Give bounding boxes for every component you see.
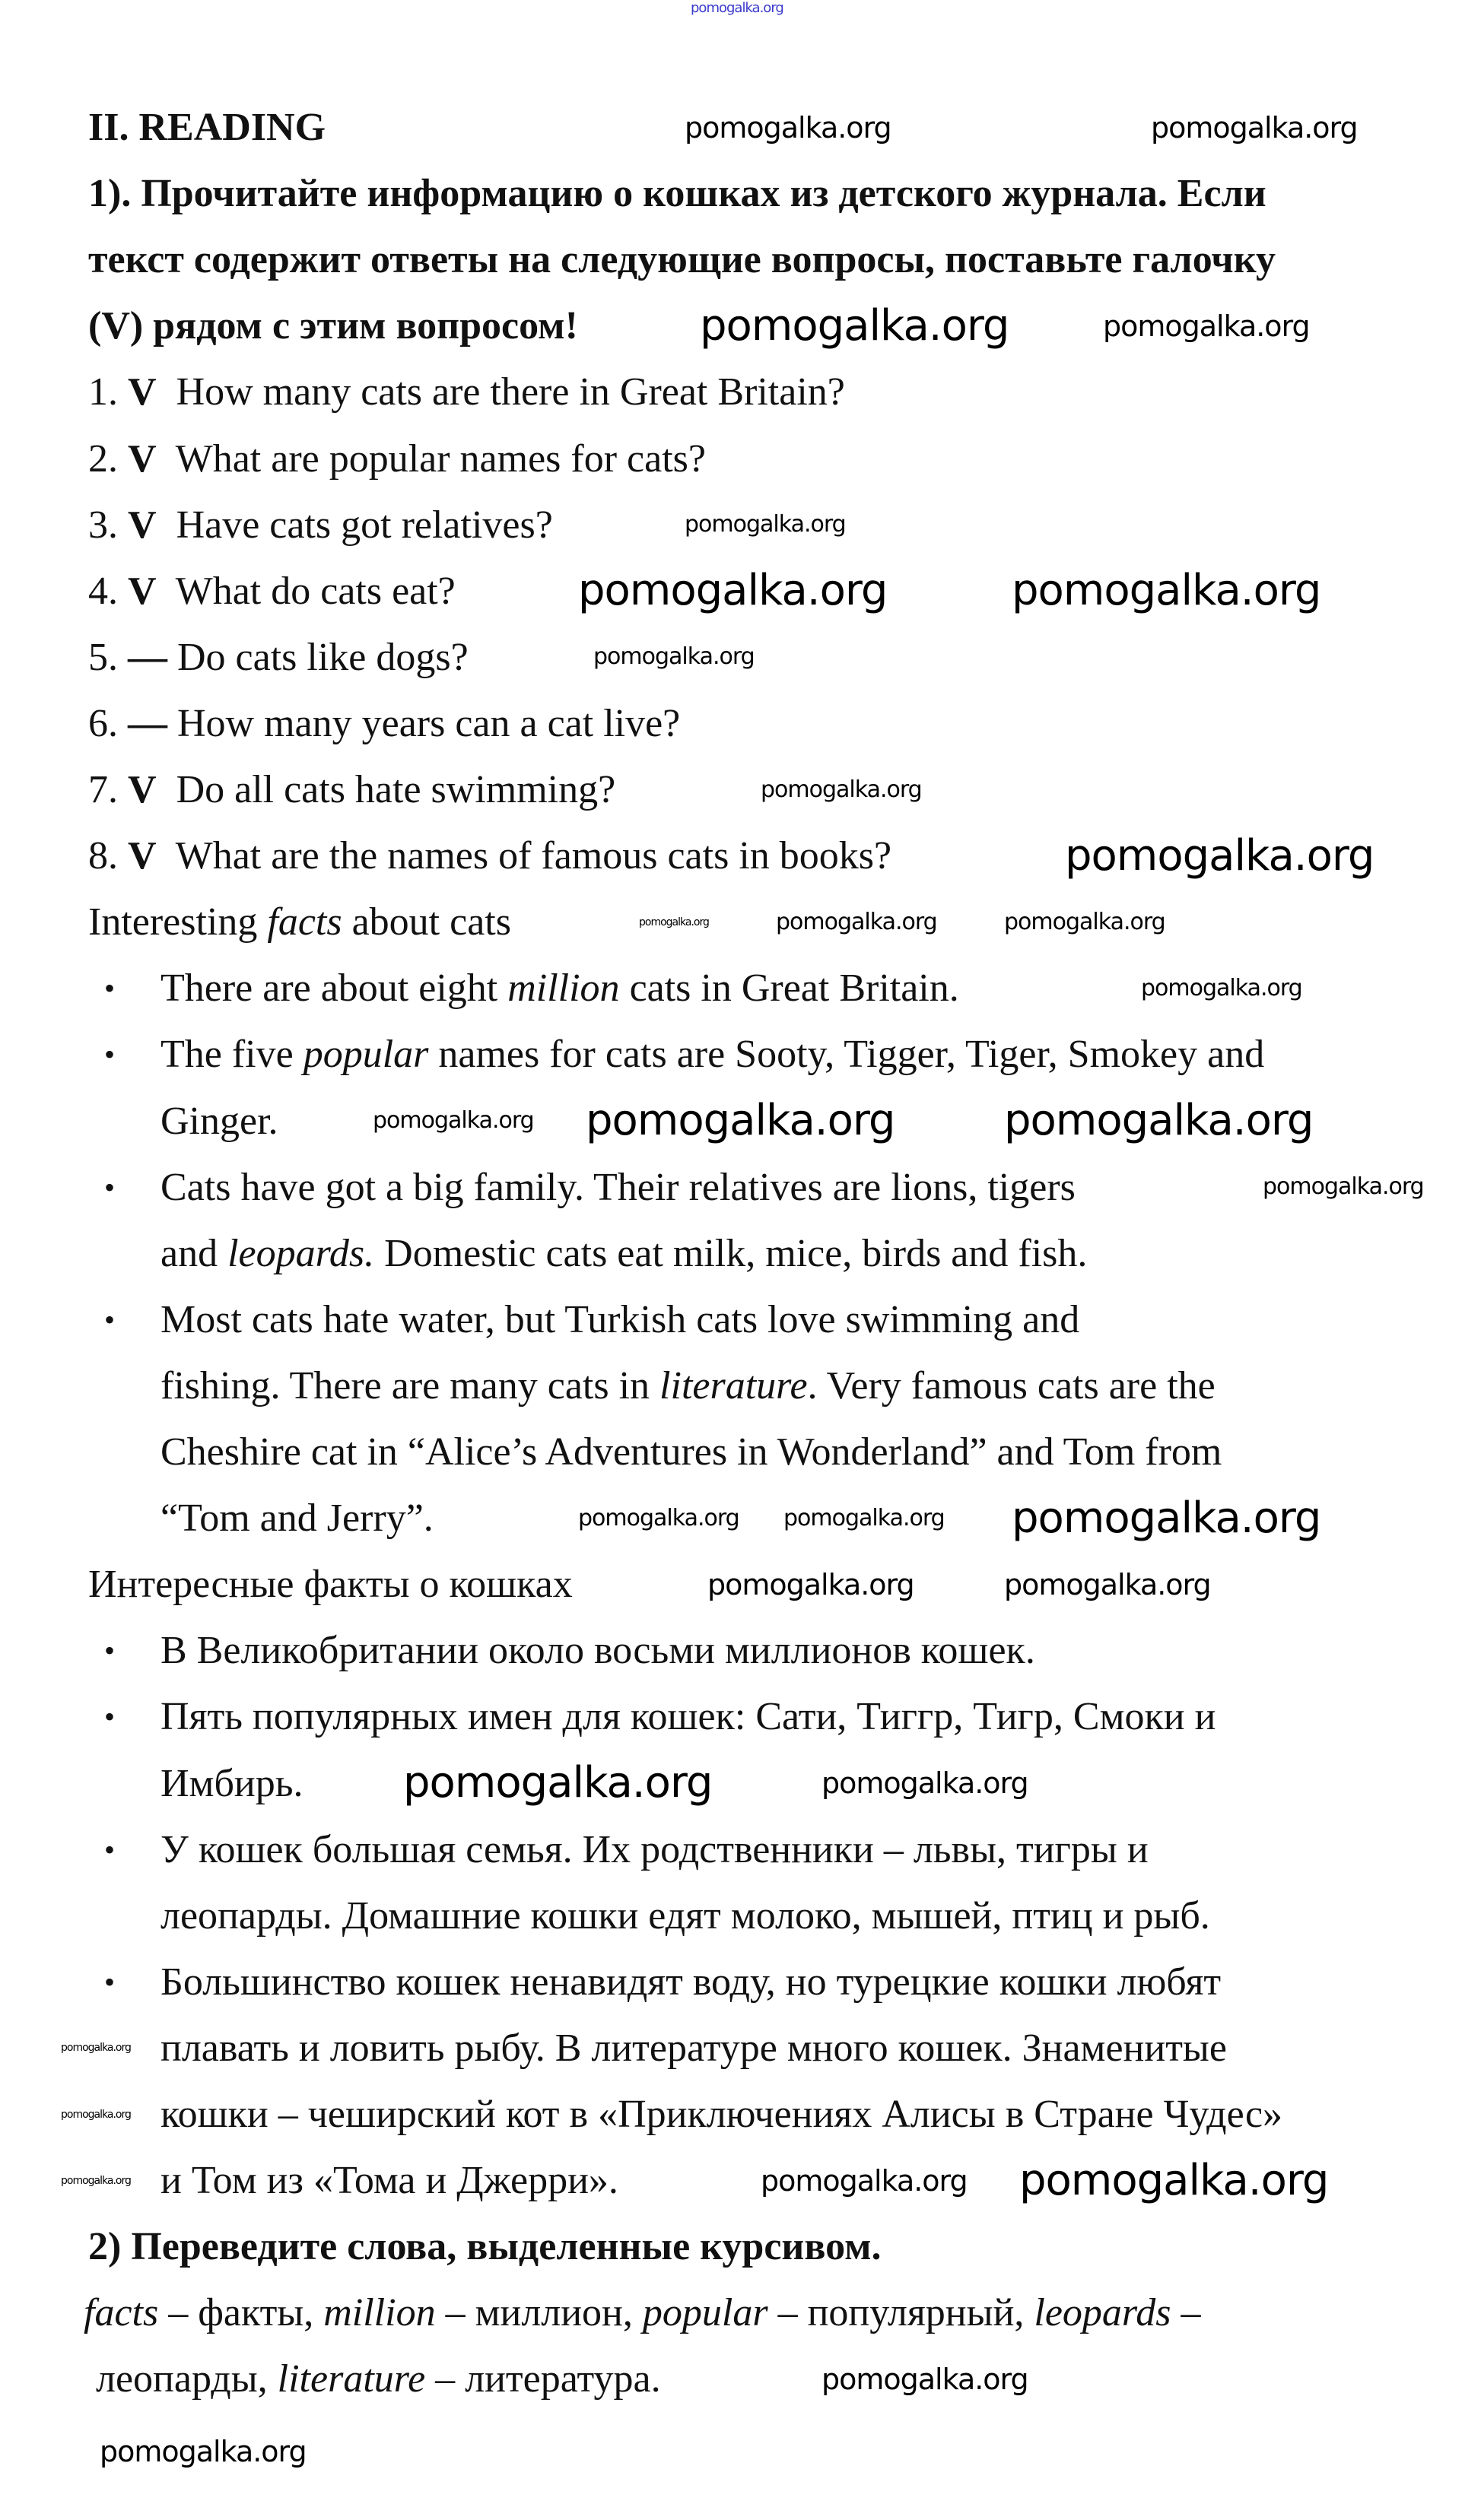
question-item bbox=[88, 426, 706, 492]
task1-instruction: 1). Прочитайте информацию о кошках из детского журнала. Если bbox=[88, 172, 1266, 216]
question-text: How many cats are there in Great Britain? bbox=[176, 370, 845, 414]
fact-item bbox=[104, 955, 959, 1021]
watermark: pomogalka.org bbox=[821, 2362, 1028, 2396]
question-mark: V bbox=[128, 370, 157, 414]
question-item bbox=[88, 690, 680, 757]
text: – bbox=[1171, 2291, 1201, 2335]
question-item bbox=[88, 823, 891, 889]
bullet-icon: • bbox=[104, 1964, 116, 1999]
italic-word: literature bbox=[659, 1363, 808, 1408]
text: . Very famous cats are the bbox=[807, 1363, 1216, 1408]
bullet-icon: • bbox=[104, 1832, 116, 1867]
watermark: pomogalka.org bbox=[593, 643, 755, 671]
text: fishing. There are many cats in bbox=[160, 1363, 660, 1408]
fact-item bbox=[104, 1617, 1035, 1684]
question-text: What are popular names for cats? bbox=[175, 436, 706, 481]
question-text: How many years can a cat live? bbox=[177, 701, 681, 745]
task1-instruction: текст содержит ответы на следующие вопросы, поставьте галочку bbox=[88, 238, 1276, 282]
italic-word: literature bbox=[277, 2357, 426, 2401]
question-mark: V bbox=[128, 436, 157, 481]
watermark: pomogalka.org bbox=[1103, 309, 1310, 343]
fact-line: Cheshire cat in “Alice’s Adventures in Wonderland” and Tom from bbox=[160, 1430, 1222, 1474]
watermark: pomogalka.org bbox=[707, 1567, 914, 1601]
text: – литература. bbox=[425, 2357, 661, 2401]
facts-title-en bbox=[88, 889, 511, 955]
question-text: What are the names of famous cats in books? bbox=[175, 834, 892, 878]
bullet-icon: • bbox=[104, 1037, 116, 1072]
fact-line: плавать и ловить рыбу. В литературе много кошек. Знаменитые bbox=[160, 2026, 1227, 2070]
question-item bbox=[88, 624, 469, 690]
bullet-icon: • bbox=[104, 1302, 116, 1337]
fact-line: Ginger. bbox=[160, 1099, 278, 1143]
fact-line: кошки – чеширский кот в «Приключениях Алисы в Стране Чудес» bbox=[160, 2093, 1283, 2136]
text: There are about eight bbox=[160, 966, 508, 1011]
text: – факты, bbox=[158, 2291, 324, 2335]
bullet-icon: • bbox=[104, 1170, 116, 1204]
question-item bbox=[88, 359, 845, 425]
fact-line: Имбирь. bbox=[160, 1761, 303, 1805]
bullet-icon: • bbox=[104, 971, 116, 1006]
bullet-icon: • bbox=[104, 1633, 116, 1668]
text: Most cats hate water, but Turkish cats love swimming and bbox=[160, 1297, 1080, 1341]
question-number: 5. bbox=[88, 635, 118, 679]
question-item bbox=[88, 558, 456, 624]
text: – популярный, bbox=[767, 2291, 1034, 2335]
text: about cats bbox=[342, 900, 511, 944]
watermark: pomogalka.org bbox=[821, 1766, 1028, 1800]
fact-item bbox=[104, 1021, 1265, 1087]
question-mark: V bbox=[128, 503, 157, 547]
fact-item bbox=[104, 1817, 1149, 1883]
question-item bbox=[88, 757, 615, 823]
watermark: pomogalka.org bbox=[578, 566, 888, 616]
text: Interesting bbox=[88, 900, 268, 944]
question-text: What do cats eat? bbox=[175, 569, 456, 613]
question-mark: V bbox=[128, 768, 157, 811]
text: cats in Great Britain. bbox=[619, 966, 959, 1011]
task1-instruction: (V) рядом с этим вопросом! bbox=[88, 304, 578, 348]
italic-word: leopards. bbox=[227, 1231, 375, 1275]
text: У кошек большая семья. Их родственники – львы, тигры и bbox=[160, 1827, 1149, 1871]
watermark: pomogalka.org bbox=[1263, 1173, 1424, 1201]
question-number: 1. bbox=[88, 370, 118, 414]
question-number: 4. bbox=[88, 569, 118, 613]
watermark: pomogalka.org bbox=[761, 776, 922, 803]
text: Большинство кошек ненавидят воду, но турецкие кошки любят bbox=[160, 1960, 1222, 2004]
watermark: pomogalka.org bbox=[1004, 1567, 1211, 1601]
text: and bbox=[160, 1231, 228, 1275]
watermark: pomogalka.org bbox=[639, 916, 709, 928]
watermark: pomogalka.org bbox=[1004, 1096, 1314, 1145]
watermark: pomogalka.org bbox=[1141, 974, 1302, 1001]
text: The five bbox=[160, 1033, 303, 1077]
watermark: pomogalka.org bbox=[1151, 110, 1358, 144]
text: names for cats are Sooty, Tigger, Tiger, Smokey and bbox=[428, 1033, 1265, 1077]
translation-line bbox=[96, 2346, 661, 2412]
fact-item bbox=[104, 1287, 1080, 1353]
task2-instruction: 2) Переведите слова, выделенные курсивом. bbox=[88, 2225, 882, 2269]
question-text: Do all cats hate swimming? bbox=[176, 768, 616, 811]
watermark: pomogalka.org bbox=[403, 1758, 713, 1807]
fact-line bbox=[160, 1353, 1216, 1419]
fact-item bbox=[104, 1949, 1222, 2015]
question-number: 8. bbox=[88, 834, 118, 878]
watermark: pomogalka.org bbox=[700, 300, 1009, 351]
fact-line: леопарды. Домашние кошки едят молоко, мышей, птиц и рыб. bbox=[160, 1893, 1210, 1938]
text: Пять популярных имен для кошек: Сати, Тиггр, Тигр, Смоки и bbox=[160, 1695, 1216, 1739]
question-number: 6. bbox=[88, 701, 118, 745]
watermark: pomogalka.org bbox=[1019, 2155, 1329, 2205]
italic-word: popular bbox=[642, 2291, 768, 2335]
watermark: pomogalka.org bbox=[1004, 908, 1165, 935]
question-mark: — bbox=[128, 701, 167, 745]
text: Cats have got a big family. Their relatives are lions, tigers bbox=[160, 1165, 1076, 1209]
text: В Великобритании около восьми миллионов кошек. bbox=[160, 1629, 1035, 1673]
watermark: pomogalka.org bbox=[61, 2108, 131, 2121]
watermark: pomogalka.org bbox=[578, 1504, 739, 1531]
question-text: Do cats like dogs? bbox=[177, 635, 469, 679]
text: – миллион, bbox=[435, 2291, 643, 2335]
text: леопарды, bbox=[96, 2357, 278, 2401]
italic-word: facts bbox=[267, 900, 342, 944]
watermark: pomogalka.org bbox=[100, 2435, 307, 2468]
watermark: pomogalka.org bbox=[373, 1107, 534, 1134]
question-text: Have cats got relatives? bbox=[176, 503, 553, 547]
watermark: pomogalka.org bbox=[1065, 830, 1374, 881]
question-item bbox=[88, 492, 553, 558]
section-heading: II. READING bbox=[88, 106, 326, 149]
fact-line: “Tom and Jerry”. bbox=[160, 1496, 434, 1541]
italic-word: leopards bbox=[1034, 2291, 1171, 2335]
watermark: pomogalka.org bbox=[61, 2042, 131, 2055]
watermark: pomogalka.org bbox=[1012, 1493, 1321, 1543]
watermark: pomogalka.org bbox=[586, 1096, 895, 1145]
watermark: pomogalka.org bbox=[685, 110, 891, 144]
question-mark: — bbox=[128, 635, 167, 679]
watermark: pomogalka.org bbox=[685, 511, 846, 538]
question-number: 3. bbox=[88, 503, 118, 547]
italic-word: facts bbox=[84, 2291, 159, 2335]
facts-title-ru: Интересные факты о кошках bbox=[88, 1563, 573, 1607]
italic-word: popular bbox=[303, 1033, 429, 1077]
question-mark: V bbox=[128, 569, 157, 613]
watermark: pomogalka.org bbox=[761, 2163, 968, 2198]
question-number: 2. bbox=[88, 436, 118, 481]
italic-word: million bbox=[507, 966, 620, 1011]
bullet-icon: • bbox=[104, 1700, 116, 1734]
text: Domestic cats eat milk, mice, birds and fish. bbox=[374, 1231, 1088, 1275]
italic-word: million bbox=[323, 2291, 436, 2335]
watermark: pomogalka.org bbox=[776, 908, 937, 935]
question-number: 7. bbox=[88, 768, 118, 811]
fact-line: и Том из «Тома и Джерри». bbox=[160, 2159, 618, 2203]
fact-item bbox=[104, 1684, 1216, 1750]
fact-line bbox=[160, 1220, 1087, 1287]
watermark: pomogalka.org bbox=[691, 0, 783, 16]
fact-item bbox=[104, 1154, 1076, 1220]
watermark: pomogalka.org bbox=[1012, 566, 1321, 616]
watermark: pomogalka.org bbox=[61, 2174, 131, 2187]
translation-line bbox=[84, 2280, 1200, 2346]
question-mark: V bbox=[128, 834, 157, 878]
watermark: pomogalka.org bbox=[783, 1504, 945, 1531]
